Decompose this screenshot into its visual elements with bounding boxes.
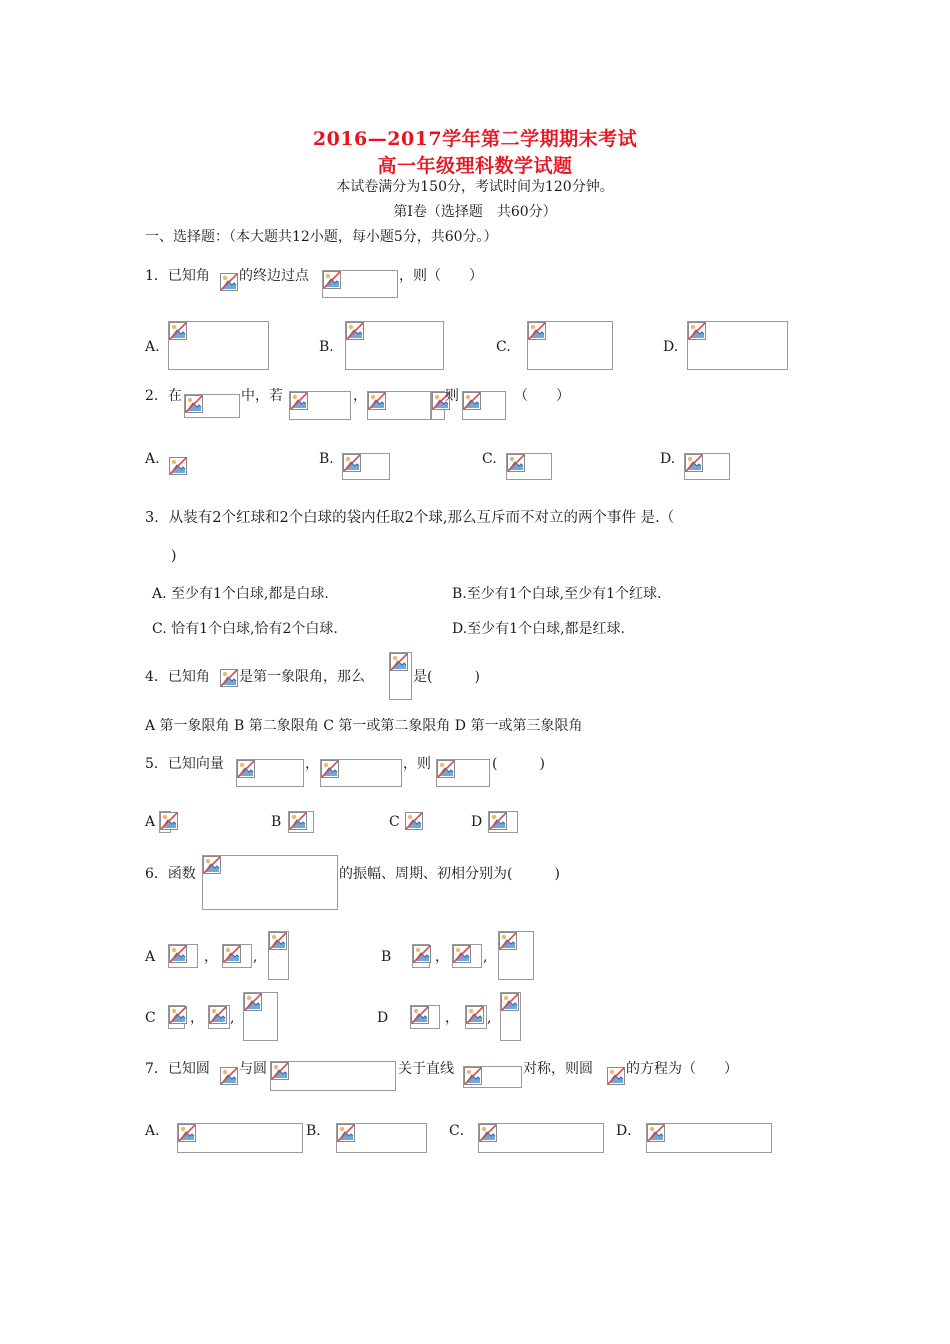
exam-title: 2016—2017学年第二学期期末考试 [312,128,638,150]
q7-formula-1 [219,1066,239,1088]
q4-stem-b: 是第一象限角，那么 [239,669,365,685]
q5-option-d-formula [488,811,518,833]
broken-image-icon [463,392,481,410]
q6-option-d-formula-3 [500,992,521,1041]
q5-stem-a: 5．已知向量 [145,756,224,772]
q2-option-c-label: C. [482,451,497,467]
broken-image-icon [185,395,203,413]
q1-option-d-formula [687,321,788,370]
q1-stem-a: 1．已知角 [145,268,210,284]
q2-option-d-label: D. [660,451,676,467]
q2-option-a-formula [168,456,188,478]
q7-formula-4 [606,1066,626,1088]
q6-option-c-formula-3 [243,992,278,1041]
broken-image-icon [343,454,361,472]
q7-option-d-label: D． [616,1123,642,1139]
broken-image-icon [220,1067,238,1085]
q7-stem-c: 关于直线 [398,1061,454,1077]
q5-option-d-label: D [471,814,483,830]
q5-option-a-label: A [145,814,156,830]
q6-option-c-comma-2: , [230,1010,235,1026]
q2-option-d-formula [684,453,730,480]
q6-formula [202,855,338,910]
q2-option-b-formula [342,453,390,480]
q2-stem-c: ， [353,388,367,404]
broken-image-icon [209,1006,227,1024]
q5-option-a-formula [159,811,171,833]
q4-formula-2 [389,652,412,700]
q5-stem-c: ，则 [403,756,431,772]
q6-option-b-formula-1 [412,944,430,968]
broken-image-icon [411,1006,429,1024]
q1-option-c-formula [527,321,613,370]
q7-option-c-label: C． [449,1123,474,1139]
q2-formula-4 [431,391,445,420]
q2-option-c-formula [506,453,552,480]
broken-image-icon [501,993,519,1011]
q1-option-c-label: C. [496,339,511,355]
q7-option-c-formula [478,1123,604,1153]
q6-stem-b: 的振幅、周期、初相分别为( ) [339,866,560,882]
q6-option-a-formula-2 [222,944,252,968]
broken-image-icon [607,1067,625,1085]
broken-image-icon [169,322,187,340]
q6-option-a-label: A [145,949,156,965]
q2-option-b-label: B. [319,451,334,467]
q1-formula-1 [219,272,239,294]
broken-image-icon [237,760,255,778]
q6-option-a-formula-1 [168,944,198,968]
q7-option-b-label: B． [306,1123,331,1139]
q3-stem: 3．从装有2个红球和2个白球的袋内任取2个球,那么互斥而不对立的两个事件 是.（ [145,510,675,526]
broken-image-icon [220,669,238,687]
q6-option-b-label: B [381,949,392,965]
broken-image-icon [437,760,455,778]
q1-stem-b: 的终边过点 [239,268,309,284]
q2-stem-e: （ ） [514,388,570,404]
q6-option-c-formula-1 [168,1005,185,1029]
q1-option-b-formula [345,321,444,370]
q7-option-a-formula [177,1123,303,1153]
q1-option-d-label: D. [663,339,679,355]
q7-stem-b: 与圆 [239,1061,267,1077]
q2-stem-a: 2．在 [145,388,182,404]
q6-option-d-comma-2: , [487,1010,492,1026]
q6-option-d-comma-1: ， [445,1010,459,1026]
q1-formula-2 [322,270,398,298]
q5-formula-1 [236,759,304,787]
q6-option-d-formula-2 [465,1005,487,1029]
broken-image-icon [464,1067,482,1085]
volume-heading: 第I卷（选择题 共60分） [393,204,557,220]
q6-option-a-comma-2: , [253,949,258,965]
q6-option-c-comma-1: ， [190,1010,204,1026]
q7-option-a-label: A． [145,1123,170,1139]
q6-stem-a: 6．函数 [145,866,196,882]
broken-image-icon [160,812,178,830]
broken-image-icon [169,1006,187,1024]
q3-option-a: A. 至少有1个白球,都是白球. [152,586,329,602]
q7-formula-2 [270,1061,396,1091]
broken-image-icon [507,454,525,472]
broken-image-icon [271,1062,289,1080]
broken-image-icon [290,392,308,410]
broken-image-icon [479,1124,497,1142]
broken-image-icon [178,1124,196,1142]
q2-stem-b: 中，若 [241,388,283,404]
section-heading: 一、选择题：（本大题共12小题，每小题5分，共60分。） [145,229,498,245]
broken-image-icon [528,322,546,340]
q6-option-d-formula-1 [410,1005,440,1029]
broken-image-icon [220,273,238,291]
q6-option-b-comma-2: , [483,949,488,965]
q2-stem-d: 则 [445,388,459,404]
broken-image-icon [346,322,364,340]
q3-stem-end: ) [171,548,177,564]
q1-option-a-label: A. [145,339,160,355]
broken-image-icon [453,945,471,963]
broken-image-icon [169,457,187,475]
q5-option-b-formula [288,811,314,833]
broken-image-icon [405,812,423,830]
q3-option-c: C. 恰有1个白球,恰有2个白球. [152,621,338,637]
broken-image-icon [269,932,287,950]
q1-stem-c: ，则（ ） [399,268,483,284]
q4-stem-c: 是( ) [413,669,480,685]
q6-option-c-formula-2 [208,1005,230,1029]
broken-image-icon [321,760,339,778]
q4-options: A 第一象限角 B 第二象限角 C 第一或第二象限角 D 第一或第三象限角 [145,718,583,734]
broken-image-icon [413,945,431,963]
broken-image-icon [289,812,307,830]
broken-image-icon [244,993,262,1011]
q7-option-d-formula [646,1123,772,1153]
exam-note: 本试卷满分为150分，考试时间为120分钟。 [336,179,614,195]
q3-option-b: B.至少有1个白球,至少有1个红球. [452,586,662,602]
q5-option-b-label: B [271,814,282,830]
q2-formula-3 [367,391,431,420]
q6-option-b-formula-2 [452,944,482,968]
q2-formula-1 [184,394,240,418]
q5-formula-3 [436,759,490,787]
q7-stem-a: 7．已知圆 [145,1061,210,1077]
broken-image-icon [499,932,517,950]
q6-option-a-formula-3 [268,931,289,980]
q3-option-d: D.至少有1个白球,都是红球. [452,621,625,637]
broken-image-icon [203,856,221,874]
q6-option-b-formula-3 [498,931,534,980]
q5-stem-d: ( ) [492,756,545,772]
broken-image-icon [323,271,341,289]
broken-image-icon [466,1006,484,1024]
broken-image-icon [647,1124,665,1142]
q7-option-b-formula [336,1123,427,1153]
q6-option-d-label: D [377,1010,389,1026]
broken-image-icon [368,392,386,410]
broken-image-icon [337,1124,355,1142]
broken-image-icon [223,945,241,963]
broken-image-icon [688,322,706,340]
q1-option-a-formula [168,321,269,370]
q2-option-a-label: A. [145,451,160,467]
q5-stem-b: ， [305,756,319,772]
broken-image-icon [685,454,703,472]
q7-formula-3 [463,1066,522,1088]
broken-image-icon [169,945,187,963]
q5-option-c-label: C [389,814,400,830]
q4-formula-1 [219,668,239,690]
q6-option-c-label: C [145,1010,156,1026]
q5-formula-2 [320,759,402,787]
q2-formula-5 [462,391,506,420]
q7-stem-e: 的方程为（ ） [626,1061,738,1077]
exam-subtitle: 高一年级理科数学试题 [377,155,573,177]
q6-option-b-comma-1: ， [435,949,449,965]
q2-formula-2 [289,391,351,420]
q4-stem-a: 4．已知角 [145,669,210,685]
broken-image-icon [390,653,408,671]
q7-stem-d: 对称，则圆 [523,1061,593,1077]
q1-option-b-label: B. [319,339,334,355]
q6-option-a-comma-1: ， [204,949,218,965]
broken-image-icon [489,812,507,830]
q5-option-c-formula [404,811,424,833]
